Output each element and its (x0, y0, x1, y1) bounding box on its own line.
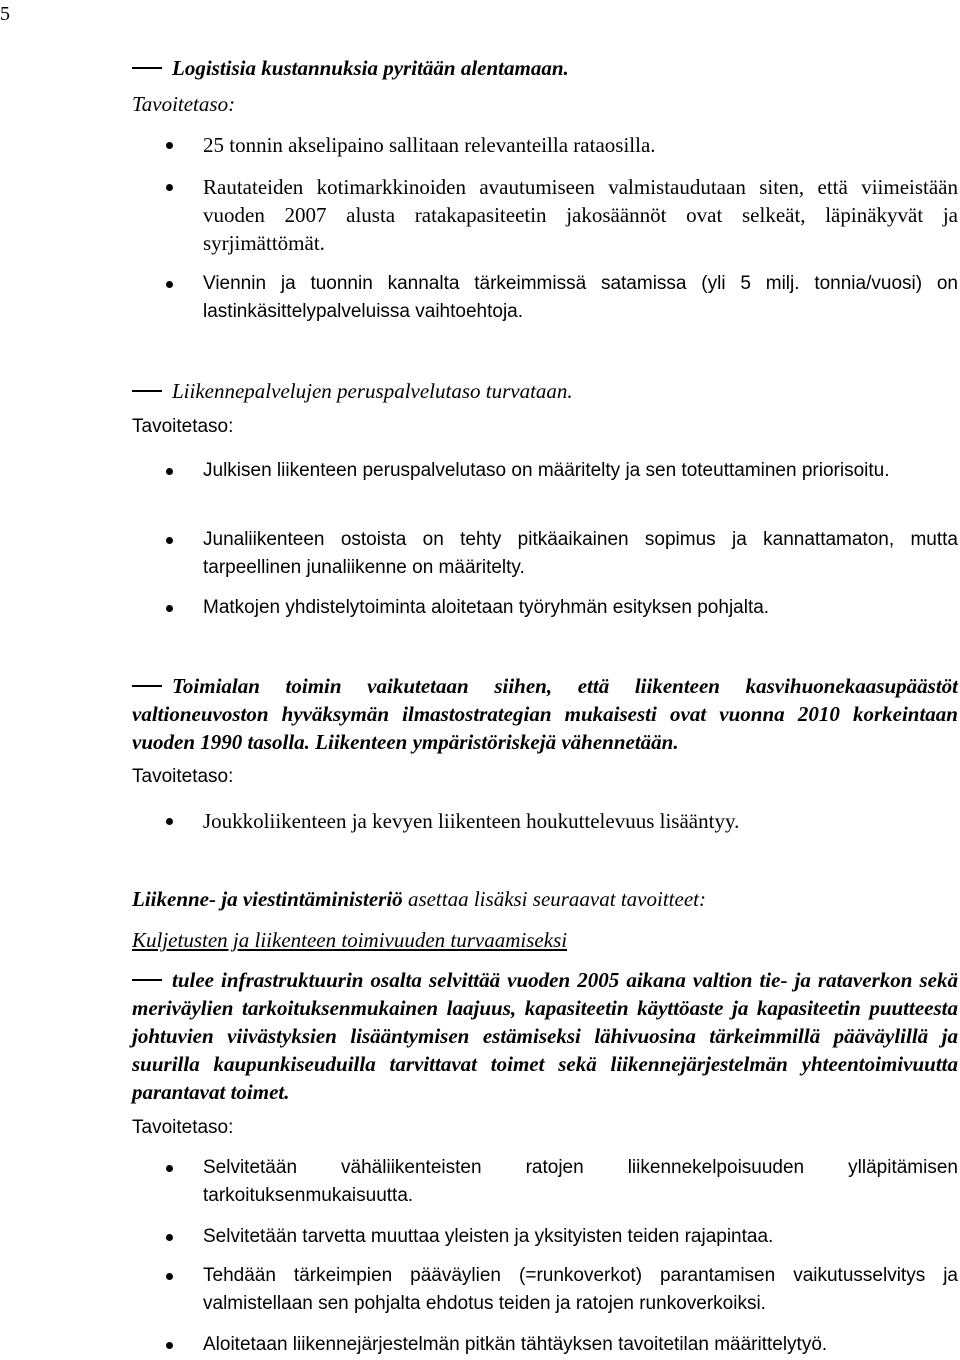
target-level-label: Tavoitetaso: (132, 416, 234, 437)
list-item: Selvitetään tarvetta muuttaa yleisten ja yksityisten teiden rajapintaa. (203, 1226, 774, 1247)
list-item: Junaliikenteen ostoista on tehty pitkäaikainen sopimus ja kannattamaton, mutta tarpeellinen junaliikenne on määritelty. (203, 529, 958, 578)
section-heading: Logistisia kustannuksia pyritään alentamaan. (132, 54, 958, 82)
list-item: Matkojen yhdistelytoiminta aloitetaan työryhmän esityksen pohjalta. (203, 597, 770, 618)
dash-marker (132, 67, 162, 69)
target-level-label: Tavoitetaso: (132, 766, 234, 787)
list-item: Julkisen liikenteen peruspalvelutaso on määritelty ja sen toteuttaminen priorisoitu. (203, 460, 890, 481)
subheading: Kuljetusten ja liikenteen toimivuuden turvaamiseksi (132, 928, 568, 952)
section-heading: Toimialan toimin vaikutetaan siihen, että liikenteen kasvihuonekaasupäästöt valtioneuvoston hyväksymän ilmastostrategian mukaisesti ovat vuonna 2010 korkeintaan vuoden 1990 tasolla. Liikenteen ympäristöriskejä vähennetään. (132, 674, 958, 754)
list-item: Rautateiden kotimarkkinoiden avautumiseen valmistaudutaan siten, että viimeistään vuoden 2007 alusta ratakapasiteetin jakosäännöt ovat selkeät, läpinäkyvät ja syrjimättömät. (203, 175, 958, 255)
target-level-label: Tavoitetaso: (132, 1117, 234, 1138)
bullet-icon (166, 605, 173, 612)
list-item: Selvitetään vähäliikenteisten ratojen liikennekelpoisuuden ylläpitämisen tarkoituksenmukaisuutta. (203, 1157, 958, 1206)
list-item: Aloitetaan liikennejärjestelmän pitkän tähtäyksen tavoitetilan määrittelytyö. (203, 1334, 828, 1355)
page-number: 5 (0, 3, 10, 25)
bullet-icon (166, 468, 173, 475)
section-heading: tulee infrastruktuurin osalta selvittää vuoden 2005 aikana valtion tie- ja rataverkon sekä meriväylien tarkoituksenmukainen laajuus, kapasiteetin käyttöaste ja kapasiteetin puutteesta johtuvien viivästyksien lisääntymisen estämiseksi lähivuosina tärkeimmillä pääväylillä ja suurilla kaupunkiseuduilla tarvittavat toimet sekä liikennejärjestelmän yhteentoimivuutta parantavat toimet. (132, 968, 958, 1104)
bullet-icon (166, 184, 173, 191)
bullet-icon (166, 281, 173, 288)
bullet-icon (166, 1273, 173, 1280)
dash-marker (132, 390, 162, 392)
list-item: 25 tonnin akselipaino sallitaan relevanteilla rataosilla. (203, 133, 656, 157)
bullet-icon (166, 142, 173, 149)
list-item: Joukkoliikenteen ja kevyen liikenteen houkuttelevuus lisääntyy. (203, 809, 740, 833)
bullet-icon (166, 818, 173, 825)
section-heading: Liikennepalvelujen peruspalvelutaso turvataan. (132, 377, 958, 405)
bullet-icon (166, 1165, 173, 1172)
list-item: Tehdään tärkeimpien pääväylien (=runkoverkot) parantamisen vaikutusselvitys ja valmistellaan sen pohjalta ehdotus teiden ja ratojen runkoverkoiksi. (203, 1265, 958, 1314)
bullet-icon (166, 1342, 173, 1349)
list-item: Viennin ja tuonnin kannalta tärkeimmissä satamissa (yli 5 milj. tonnia/vuosi) on lastinkäsittelypalveluissa vaihtoehtoja. (203, 273, 958, 322)
bullet-icon (166, 537, 173, 544)
bullet-icon (166, 1234, 173, 1241)
ministry-intro: Liikenne- ja viestintäministeriö asettaa lisäksi seuraavat tavoitteet: (132, 887, 706, 911)
dash-marker (132, 685, 162, 687)
target-level-label: Tavoitetaso: (132, 92, 236, 116)
dash-marker (132, 979, 162, 981)
